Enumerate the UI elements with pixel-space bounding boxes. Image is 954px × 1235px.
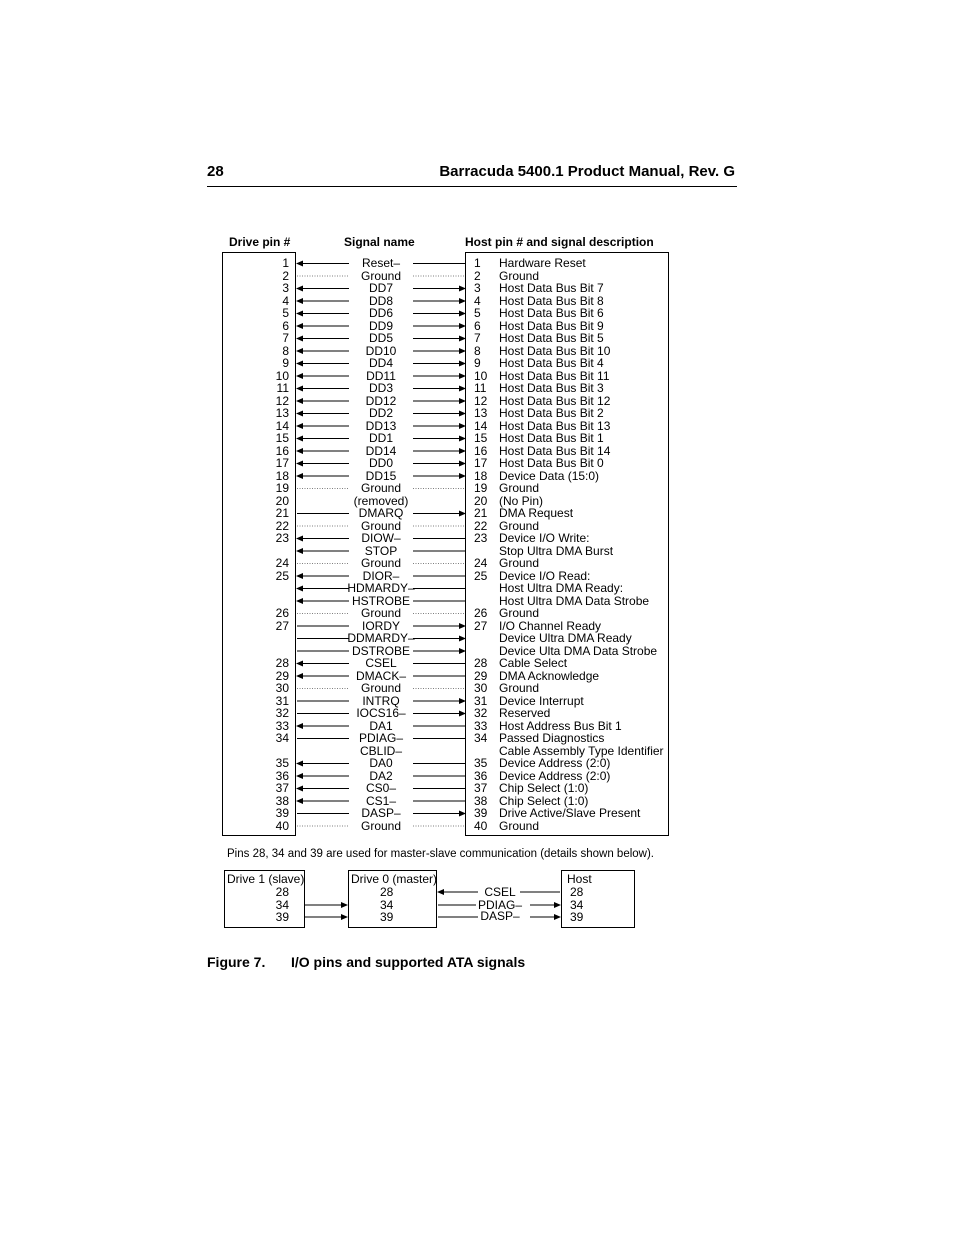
host-pin-number: 20 bbox=[474, 493, 488, 508]
host-signal-description: Host Data Bus Bit 6 bbox=[499, 306, 604, 320]
signal-name: DD13 bbox=[365, 418, 397, 433]
host-signal-description: Host Data Bus Bit 4 bbox=[499, 356, 604, 370]
host-pin-number: 23 bbox=[474, 531, 488, 545]
drive-pin-number: 15 bbox=[275, 431, 289, 445]
host-pin-number: 25 bbox=[474, 568, 488, 583]
drive-pin-number: 36 bbox=[275, 768, 289, 783]
host-pin-number: 9 bbox=[474, 356, 481, 370]
drive-pin-number: 25 bbox=[275, 568, 289, 583]
signal-name: DD3 bbox=[368, 381, 393, 395]
drive-pin-number: 24 bbox=[275, 556, 289, 570]
host-pin-number: 35 bbox=[474, 756, 488, 770]
bottom-signal-csel: CSEL bbox=[484, 885, 516, 899]
signal-name: Ground bbox=[360, 606, 402, 620]
signal-name: Ground bbox=[360, 518, 402, 533]
signal-name: Ground bbox=[360, 818, 402, 833]
drive-pin-number: 19 bbox=[275, 481, 289, 495]
signal-name: DIOW– bbox=[361, 531, 401, 545]
host-signal-description: Reserved bbox=[499, 706, 551, 720]
signal-name: DMARQ bbox=[358, 506, 404, 520]
drive-pin-number: 22 bbox=[275, 518, 289, 533]
host-pin-number: 36 bbox=[474, 768, 488, 783]
signal-name: DA2 bbox=[369, 768, 393, 783]
host-pin-number: 31 bbox=[474, 693, 488, 708]
host-signal-description: Device I/O Write: bbox=[499, 531, 590, 545]
drive-pin-number: 13 bbox=[275, 406, 289, 420]
drive-pin-number: 20 bbox=[275, 493, 289, 508]
drive-pin-number: 40 bbox=[275, 818, 289, 833]
drive-pin-number: 4 bbox=[282, 293, 289, 308]
master-label: Drive 0 (master) bbox=[351, 872, 438, 886]
column-header-host-pin: Host pin # and signal description bbox=[465, 235, 654, 249]
host-signal-description: Host Data Bus Bit 2 bbox=[499, 406, 604, 420]
signal-name: DD10 bbox=[365, 343, 397, 358]
host-pin-number: 37 bbox=[474, 781, 488, 795]
drive-pin-number: 31 bbox=[275, 693, 289, 708]
signal-name: DD5 bbox=[368, 331, 393, 345]
host-pin-number: 17 bbox=[474, 456, 488, 470]
host-signal-description: Passed Diagnostics bbox=[499, 731, 605, 745]
signal-name: CS0– bbox=[365, 781, 397, 795]
drive-pin-number: 14 bbox=[275, 418, 289, 433]
host-pin-number: 6 bbox=[474, 318, 481, 333]
page-title: Barracuda 5400.1 Product Manual, Rev. G bbox=[439, 163, 735, 180]
host-signal-description: Cable Assembly Type Identifier bbox=[499, 743, 664, 758]
host-signal-description: Host Data Bus Bit 8 bbox=[499, 293, 604, 308]
signal-name: DASP– bbox=[361, 806, 401, 820]
footnote: Pins 28, 34 and 39 are used for master-slave communication (details shown below). bbox=[227, 848, 654, 860]
host-pin-number: 2 bbox=[474, 268, 481, 283]
drive-pin-number: 38 bbox=[275, 793, 289, 808]
slave-pin: 34 bbox=[275, 898, 289, 912]
signal-name: DD1 bbox=[368, 431, 393, 445]
host-signal-description: Device Address (2:0) bbox=[499, 768, 611, 783]
signal-name: DD2 bbox=[368, 406, 393, 420]
drive-pin-number: 2 bbox=[282, 268, 289, 283]
figure-title: I/O pins and supported ATA signals bbox=[291, 954, 526, 970]
drive-pin-number: 10 bbox=[275, 368, 289, 383]
host-signal-description: Host Data Bus Bit 13 bbox=[499, 418, 611, 433]
host-pin-number: 24 bbox=[474, 556, 488, 570]
host-pin: 34 bbox=[570, 898, 584, 912]
signal-name: HDMARDY– bbox=[347, 581, 415, 595]
bottom-signal-pdiag: PDIAG– bbox=[477, 898, 522, 912]
signal-name: INTRQ bbox=[362, 693, 400, 708]
signal-name: CS1– bbox=[365, 793, 397, 808]
host-signal-description: Host Ultra DMA Ready: bbox=[499, 581, 624, 595]
host-signal-description: (No Pin) bbox=[499, 493, 544, 508]
signal-name: DSTROBE bbox=[351, 643, 410, 658]
drive-pin-number: 37 bbox=[275, 781, 289, 795]
host-pin-number: 4 bbox=[474, 293, 481, 308]
drive-pin-number: 11 bbox=[276, 381, 289, 395]
host-signal-description: Host Data Bus Bit 10 bbox=[499, 343, 611, 358]
drive-pin-number: 18 bbox=[275, 468, 289, 483]
signal-name: DDMARDY– bbox=[347, 631, 415, 645]
host-signal-description: Host Data Bus Bit 0 bbox=[499, 456, 604, 470]
host-pin-number: 29 bbox=[474, 668, 488, 683]
host-pin-number: 21 bbox=[474, 506, 488, 520]
drive-pin-number: 21 bbox=[275, 506, 289, 520]
host-signal-description: Host Data Bus Bit 14 bbox=[499, 443, 611, 458]
signal-name: DD14 bbox=[365, 443, 397, 458]
host-pin-number: 13 bbox=[474, 406, 488, 420]
drive-pin-number: 33 bbox=[275, 718, 289, 733]
drive-pin-number: 27 bbox=[275, 618, 289, 633]
host-signal-description: Device Address (2:0) bbox=[499, 756, 611, 770]
host-signal-description: Stop Ultra DMA Burst bbox=[499, 543, 614, 558]
drive-pin-number: 9 bbox=[282, 356, 289, 370]
signal-name: DA0 bbox=[369, 756, 393, 770]
host-pin-number: 8 bbox=[474, 343, 481, 358]
signal-name: DMACK– bbox=[355, 668, 406, 683]
signal-name: Reset– bbox=[361, 256, 401, 270]
signal-name: DD8 bbox=[368, 293, 393, 308]
host-pin-number: 26 bbox=[474, 606, 488, 620]
drive-pin-number: 23 bbox=[275, 531, 289, 545]
signal-name: Ground bbox=[360, 481, 402, 495]
signal-name: HSTROBE bbox=[351, 593, 410, 608]
host-pin-number: 33 bbox=[474, 718, 488, 733]
host-pin-number: 39 bbox=[474, 806, 488, 820]
drive-pin-number: 26 bbox=[275, 606, 289, 620]
host-signal-description: Host Data Bus Bit 12 bbox=[499, 393, 611, 408]
master-pin: 28 bbox=[380, 885, 394, 899]
host-signal-description: Device Ulta DMA Data Strobe bbox=[499, 643, 658, 658]
signal-name: DD9 bbox=[368, 318, 393, 333]
host-label: Host bbox=[567, 872, 592, 886]
host-signal-description: Ground bbox=[499, 606, 540, 620]
signal-name: IORDY bbox=[361, 618, 400, 633]
slave-label: Drive 1 (slave) bbox=[227, 872, 305, 886]
drive-pin-number: 32 bbox=[275, 706, 289, 720]
drive-pin-number: 6 bbox=[282, 318, 289, 333]
host-signal-description: Ground bbox=[499, 481, 540, 495]
signal-name: DD12 bbox=[365, 393, 397, 408]
column-header-drive-pin: Drive pin # bbox=[229, 235, 291, 249]
drive-pin-number: 12 bbox=[275, 393, 289, 408]
signal-name: IOCS16– bbox=[356, 706, 406, 720]
host-signal-description: Ground bbox=[499, 818, 540, 833]
signal-name: CBLID– bbox=[359, 743, 403, 758]
slave-pin: 39 bbox=[275, 910, 289, 924]
host-signal-description: Device Interrupt bbox=[499, 693, 584, 708]
host-signal-description: Device Ultra DMA Ready bbox=[499, 631, 632, 645]
host-pin-number: 16 bbox=[474, 443, 488, 458]
signal-name: CSEL bbox=[365, 656, 397, 670]
drive-pin-number: 29 bbox=[275, 668, 289, 683]
host-pin: 39 bbox=[570, 910, 584, 924]
host-signal-description: Device Data (15:0) bbox=[499, 468, 600, 483]
signal-name: DD6 bbox=[368, 306, 393, 320]
drive-pin-number: 30 bbox=[275, 681, 289, 695]
host-pin-number: 40 bbox=[474, 818, 488, 833]
signal-name: PDIAG– bbox=[358, 731, 403, 745]
drive-pin-number: 17 bbox=[275, 456, 289, 470]
figure-caption bbox=[207, 954, 525, 970]
signal-name: DA1 bbox=[369, 718, 393, 733]
host-pin-number: 11 bbox=[474, 381, 487, 395]
host-pin-number: 34 bbox=[474, 731, 488, 745]
host-pin-number: 1 bbox=[474, 256, 481, 270]
host-pin-number: 5 bbox=[474, 306, 481, 320]
drive-pin-number: 35 bbox=[275, 756, 289, 770]
host-signal-description: Chip Select (1:0) bbox=[499, 793, 589, 808]
host-pin-number: 10 bbox=[474, 368, 488, 383]
host-pin-number: 12 bbox=[474, 393, 488, 408]
host-pin-number: 32 bbox=[474, 706, 488, 720]
host-signal-description: DMA Acknowledge bbox=[499, 668, 600, 683]
host-signal-description: Hardware Reset bbox=[499, 256, 586, 270]
slave-pin: 28 bbox=[275, 885, 289, 899]
drive-pin-number: 8 bbox=[282, 343, 289, 358]
host-pin-number: 15 bbox=[474, 431, 488, 445]
figure-number: Figure 7. bbox=[207, 954, 266, 970]
drive-pin-number: 28 bbox=[275, 656, 289, 670]
host-signal-description: Host Data Bus Bit 1 bbox=[499, 431, 604, 445]
host-signal-description: Host Data Bus Bit 5 bbox=[499, 331, 604, 345]
host-signal-description: DMA Request bbox=[499, 506, 574, 520]
drive-pin-number: 16 bbox=[275, 443, 289, 458]
drive-pin-number: 34 bbox=[275, 731, 289, 745]
host-pin-number: 14 bbox=[474, 418, 488, 433]
host-pin-number: 22 bbox=[474, 518, 488, 533]
host-signal-description: Ground bbox=[499, 518, 540, 533]
host-pin-number: 27 bbox=[474, 618, 488, 633]
host-pin-number: 19 bbox=[474, 481, 488, 495]
signal-name: DD7 bbox=[368, 281, 393, 295]
host-pin-number: 3 bbox=[474, 281, 481, 295]
host-pin-number: 30 bbox=[474, 681, 488, 695]
host-signal-description: Chip Select (1:0) bbox=[499, 781, 589, 795]
drive-pin-number: 39 bbox=[275, 806, 289, 820]
host-signal-description: Ground bbox=[499, 556, 540, 570]
host-pin: 28 bbox=[570, 885, 584, 899]
bottom-signal-dasp: DASP– bbox=[480, 909, 520, 923]
host-signal-description: Host Ultra DMA Data Strobe bbox=[499, 593, 650, 608]
host-signal-description: Ground bbox=[499, 268, 540, 283]
signal-name: STOP bbox=[364, 543, 398, 558]
host-pin-number: 38 bbox=[474, 793, 488, 808]
signal-name: DD0 bbox=[368, 456, 393, 470]
drive-pin-number: 1 bbox=[282, 256, 289, 270]
host-signal-description: I/O Channel Ready bbox=[499, 618, 602, 633]
host-signal-description: Host Data Bus Bit 3 bbox=[499, 381, 604, 395]
signal-name: DD4 bbox=[368, 356, 393, 370]
host-pin-number: 18 bbox=[474, 468, 488, 483]
host-signal-description: Host Address Bus Bit 1 bbox=[499, 718, 622, 733]
signal-name: Ground bbox=[360, 268, 402, 283]
host-pin-number: 28 bbox=[474, 656, 488, 670]
column-header-signal-name: Signal name bbox=[344, 235, 415, 249]
master-pin: 34 bbox=[380, 898, 394, 912]
signal-name: (removed) bbox=[353, 493, 409, 508]
host-signal-description: Host Data Bus Bit 7 bbox=[499, 281, 604, 295]
host-signal-description: Host Data Bus Bit 9 bbox=[499, 318, 604, 333]
host-signal-description: Cable Select bbox=[499, 656, 568, 670]
drive-pin-number: 7 bbox=[282, 331, 289, 345]
signal-name: DD11 bbox=[366, 368, 396, 383]
signal-name: DIOR– bbox=[362, 568, 400, 583]
host-signal-description: Host Data Bus Bit 11 bbox=[499, 368, 610, 383]
host-signal-description: Device I/O Read: bbox=[499, 568, 591, 583]
signal-name: Ground bbox=[360, 556, 402, 570]
signal-name: Ground bbox=[360, 681, 402, 695]
host-pin-number: 7 bbox=[474, 331, 481, 345]
page-number: 28 bbox=[207, 163, 224, 180]
host-signal-description: Drive Active/Slave Present bbox=[499, 806, 641, 820]
signal-name: DD15 bbox=[365, 468, 397, 483]
drive-pin-number: 3 bbox=[282, 281, 289, 295]
host-signal-description: Ground bbox=[499, 681, 540, 695]
drive-pin-number: 5 bbox=[282, 306, 289, 320]
master-pin: 39 bbox=[380, 910, 394, 924]
